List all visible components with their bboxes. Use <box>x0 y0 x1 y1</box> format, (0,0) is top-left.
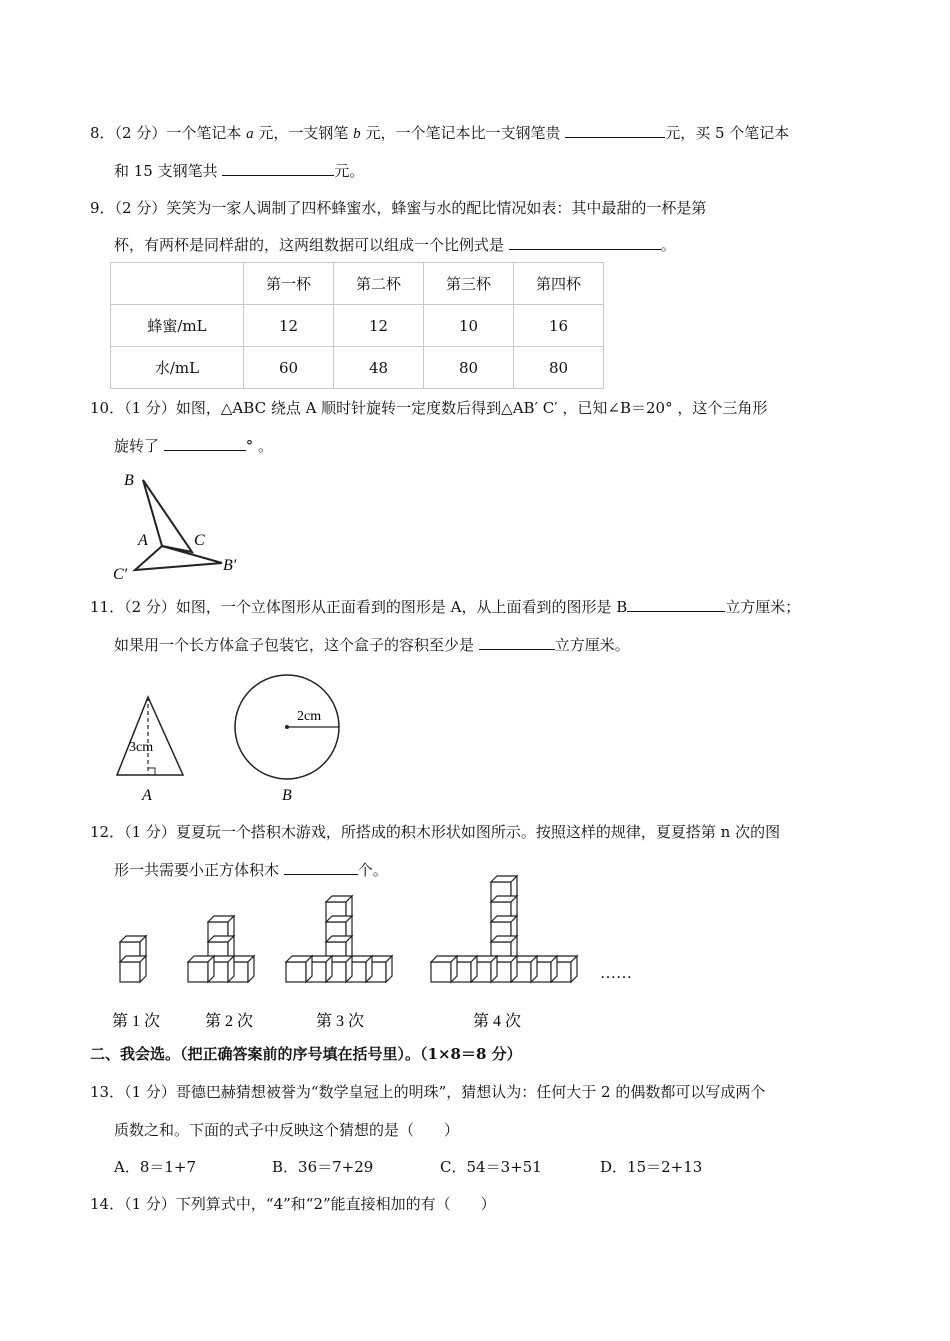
height-label: 3cm <box>129 740 154 755</box>
row-label: 水/mL <box>111 347 244 389</box>
q9-line2 <box>114 235 676 255</box>
option-b[interactable]: B．36＝7+29 <box>272 1158 374 1176</box>
q8-var-b: b <box>353 126 361 142</box>
q8-line1 <box>90 123 789 144</box>
table-cell: 16 <box>514 305 604 347</box>
honey-water-table <box>110 262 604 389</box>
table-cell: 10 <box>424 305 514 347</box>
block-pattern-figure <box>0 880 950 1035</box>
q11-line2 <box>114 635 630 655</box>
row-label: 蜂蜜/mL <box>111 305 244 347</box>
label-b: B <box>124 472 134 489</box>
table-cell <box>111 263 244 305</box>
q11-answer-blank-2[interactable] <box>479 635 555 650</box>
q11-answer-blank-1[interactable] <box>627 597 725 612</box>
q8-answer-blank-2[interactable] <box>222 161 334 176</box>
block-cube <box>286 956 312 982</box>
table-row <box>111 305 604 347</box>
q12-line1: 12．（1 分）夏夏玩一个搭积木游戏，所搭成的积木形状如图所示。按照这样的规律，夏夏搭第 n 次的图 <box>90 823 781 841</box>
q12-answer-blank[interactable] <box>284 860 358 875</box>
q10-line1: 10．（1 分）如图，△ABC 绕点 A 顺时针旋转一定度数后得到△AB′ C′ ，已知∠B＝20° ，这个三角形 <box>90 399 768 417</box>
label-b-prime: B′ <box>223 557 237 574</box>
q8-var-a: a <box>246 126 254 142</box>
q9-answer-blank[interactable] <box>509 235 661 250</box>
q13-line2: 质数之和。下面的式子中反映这个猜想的是（ ） <box>114 1121 460 1139</box>
solid-views-figure <box>105 685 355 810</box>
q12-line2 <box>114 860 388 880</box>
table-header: 第三杯 <box>424 263 514 305</box>
table-cell: 80 <box>424 347 514 389</box>
table-row <box>111 347 604 389</box>
q10-text: 旋转了 <box>114 437 164 455</box>
center-point <box>285 725 289 729</box>
label-c: C <box>194 532 205 549</box>
block-cube <box>120 956 146 982</box>
block-cube <box>431 956 457 982</box>
q10-answer-blank[interactable] <box>164 436 246 451</box>
q8-text: 元，一支钢笔 <box>253 124 354 142</box>
caption-3: 第 3 次 <box>316 1013 365 1030</box>
right-angle-mark <box>148 768 155 775</box>
radius-label: 2cm <box>297 709 322 724</box>
q9-line1: 9．（2 分）笑笑为一家人调制了四杯蜂蜜水，蜂蜜与水的配比情况如表：其中最甜的一杯是第 <box>90 199 707 217</box>
label-view-a: A <box>142 787 152 804</box>
block-cube <box>188 956 214 982</box>
table-header: 第四杯 <box>514 263 604 305</box>
option-a[interactable]: A．8＝1+7 <box>114 1158 197 1176</box>
q13-line1: 13．（1 分）哥德巴赫猜想被誉为“数学皇冠上的明珠”，猜想认为：任何大于 2 的偶数都可以写成两个 <box>90 1083 766 1101</box>
q11-line1 <box>90 597 800 617</box>
q8-text: 8．（2 分）一个笔记本 <box>90 124 247 142</box>
table-cell: 12 <box>334 305 424 347</box>
table-cell: 48 <box>334 347 424 389</box>
label-view-b: B <box>282 787 292 804</box>
q8-text: 元，一个笔记本比一支钢笔贵 <box>360 124 566 142</box>
table-cell: 80 <box>514 347 604 389</box>
q11-text: 如果用一个长方体盒子包装它，这个盒子的容积至少是 <box>114 636 479 654</box>
table-header: 第一杯 <box>244 263 334 305</box>
section-title: 二、我会选。（把正确答案前的序号填在括号里）。（1×8＝8 分） <box>90 1045 522 1063</box>
caption-1: 第 1 次 <box>112 1013 161 1030</box>
q11-text: 立方厘米。 <box>554 636 630 654</box>
caption-2: 第 2 次 <box>205 1013 254 1030</box>
rotation-triangle-figure <box>105 465 255 585</box>
q8-text: 元，买 5 个笔记本 <box>665 124 790 142</box>
label-a: A <box>138 532 148 549</box>
table-header-row <box>111 263 604 305</box>
table-cell: 60 <box>244 347 334 389</box>
q8-text: 和 15 支钢笔共 <box>114 162 223 180</box>
q10-text: ° 。 <box>245 437 274 455</box>
ellipsis: …… <box>600 965 632 982</box>
q8-answer-blank-1[interactable] <box>565 123 665 138</box>
q11-text: 立方厘米； <box>725 598 801 616</box>
option-d[interactable]: D．15＝2+13 <box>600 1158 703 1176</box>
triangle-abc <box>143 480 192 552</box>
q11-text: 11．（2 分）如图，一个立体图形从正面看到的图形是 A，从上面看到的图形是 B <box>90 598 628 616</box>
q8-text: 元。 <box>334 162 365 180</box>
q12-text: 个。 <box>357 861 388 879</box>
label-c-prime: C′ <box>113 566 128 583</box>
caption-4: 第 4 次 <box>473 1013 522 1030</box>
front-view-triangle <box>117 697 183 775</box>
q14-line1: 14．（1 分）下列算式中，“4”和“2”能直接相加的有（ ） <box>90 1195 496 1213</box>
table-header: 第二杯 <box>334 263 424 305</box>
q8-line2 <box>114 161 364 181</box>
option-c[interactable]: C．54＝3+51 <box>440 1158 542 1176</box>
table-cell: 12 <box>244 305 334 347</box>
q9-text: 杯，有两杯是同样甜的，这两组数据可以组成一个比例式是 <box>114 236 509 254</box>
q10-line2 <box>114 436 273 456</box>
q12-text: 形一共需要小正方体积木 <box>114 861 284 879</box>
q9-text: 。 <box>660 236 676 254</box>
